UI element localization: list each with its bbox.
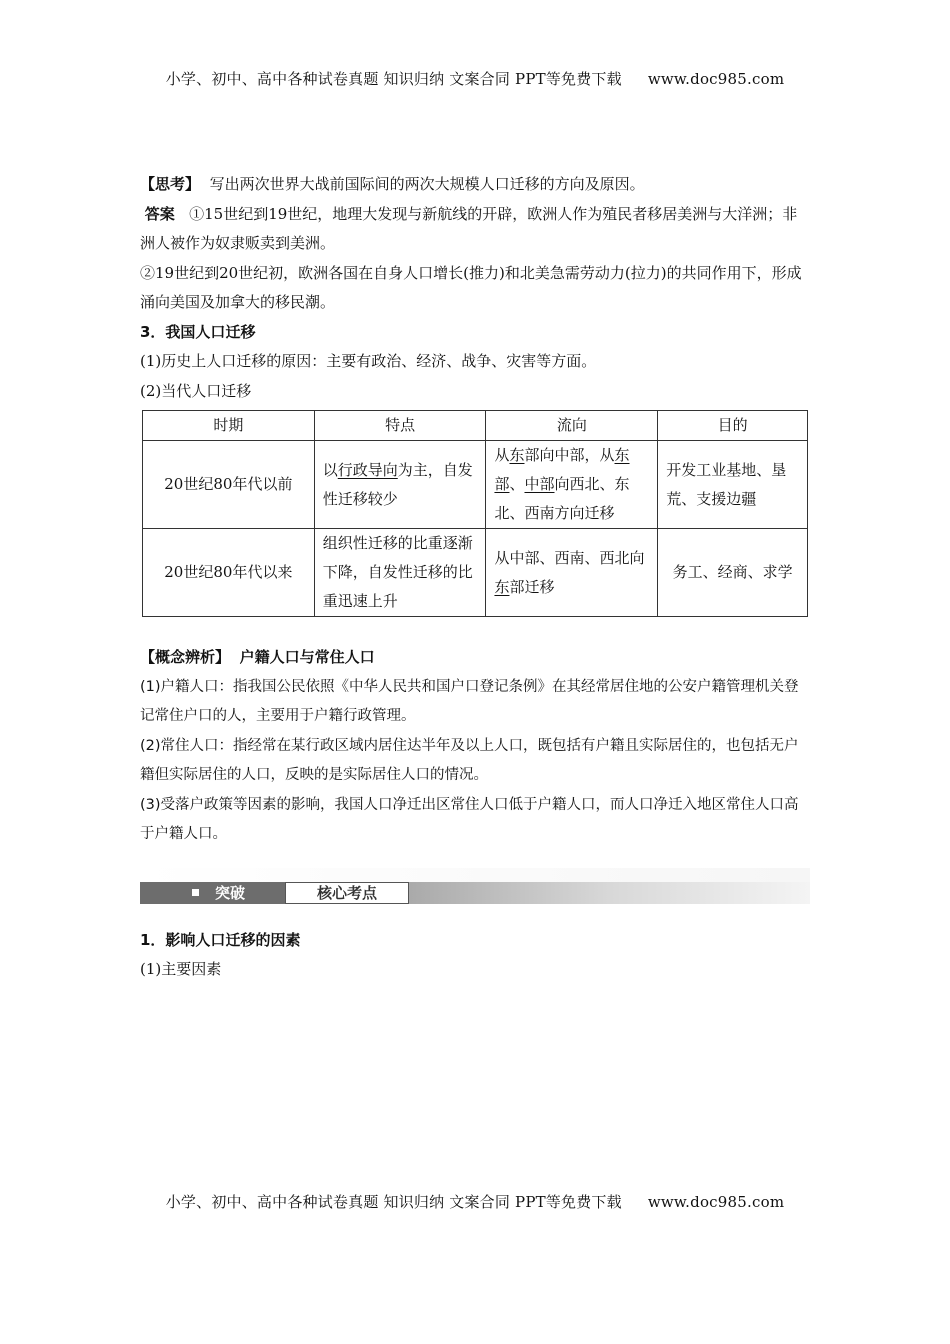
answer-1-text: ①15世纪到19世纪，地理大发现与新航线的开辟，欧洲人作为殖民者移居美洲与大洋洲；非洲人被作为奴隶贩卖到美洲。 (140, 204, 798, 252)
concept-p1: (1)户籍人口：指我国公民依照《中华人民共和国户口登记条例》在其经常居住地的公安户籍管理机关登记常住户口的人，主要用于户籍行政管理。 (140, 678, 799, 724)
concept-tag: 【概念辨析】 (140, 648, 231, 666)
banner-left-text: 突破 (215, 883, 246, 902)
page-header (0, 68, 950, 89)
concept-p3: (3)受落户政策等因素的影响，我国人口净迁出区常住人口低于户籍人口，而人口净迁入地区常住人口高于户籍人口。 (140, 796, 799, 842)
table-header-row (143, 411, 808, 441)
banner-shade (140, 868, 810, 882)
row2-flow: 从中部、西南、西北向东部迁移 (486, 529, 658, 617)
underline-term: 东 (509, 446, 525, 464)
row2-purpose: 务工、经商、求学 (658, 529, 808, 617)
underline-term: 中部 (524, 475, 555, 493)
header-text: 小学、初中、高中各种试卷真题 知识归纳 文案合同 PPT等免费下载 (165, 70, 622, 88)
migration-table (142, 410, 808, 617)
footer-url[interactable]: www.doc985.com (647, 1193, 785, 1211)
section-3-item-2: (2)当代人口迁移 (140, 381, 252, 400)
row1-purpose: 开发工业基地、垦荒、支援边疆 (658, 441, 808, 529)
table-header: 流向 (486, 411, 658, 441)
header-url[interactable]: www.doc985.com (647, 70, 785, 88)
think-question-text: 写出两次世界大战前国际间的两次大规模人口迁移的方向及原因。 (209, 175, 645, 193)
concept-p2: (2)常住人口：指经常在某行政区域内居住达半年及以上人口，既包括有户籍且实际居住的，也包括无户籍但实际居住的人口，反映的是实际居住人口的情况。 (140, 737, 799, 783)
page-footer (0, 1191, 950, 1212)
section-3-title: 3．我国人口迁移 (140, 322, 256, 341)
banner-left (140, 882, 285, 904)
underline-term: 东部 (494, 446, 630, 493)
row2-feature: 组织性迁移的比重逐渐下降，自发性迁移的比重迅速上升 (314, 529, 486, 617)
table-row (143, 529, 808, 617)
answer-label: 答案 (144, 204, 175, 223)
think-question (140, 170, 810, 200)
section-3-item-1: (1)历史上人口迁移的原因：主要有政治、经济、战争、灾害等方面。 (140, 352, 597, 370)
think-tag: 【思考】 (140, 175, 201, 193)
underline-term: 行政导向 (337, 460, 398, 479)
section-1-title: 1．影响人口迁移的因素 (140, 930, 301, 949)
table-header: 时期 (143, 411, 315, 441)
document-body (140, 170, 810, 985)
underline-term: 东 (494, 577, 510, 596)
row1-period: 20世纪80年代以前 (143, 441, 315, 529)
square-bullet-icon (192, 889, 199, 896)
footer-text: 小学、初中、高中各种试卷真题 知识归纳 文案合同 PPT等免费下载 (165, 1193, 622, 1211)
section-banner (140, 868, 810, 918)
concept-title (140, 643, 810, 673)
row1-feature: 以行政导向为主，自发性迁移较少 (314, 441, 486, 529)
concept-section (140, 643, 810, 850)
table-header: 特点 (314, 411, 486, 441)
row1-flow: 从东部向中部，从东部、中部向西北、东北、西南方向迁移 (486, 441, 658, 529)
row2-period: 20世纪80年代以来 (143, 529, 315, 617)
banner-right: 核心考点 (285, 882, 409, 904)
section-1-item-1: (1)主要因素 (140, 960, 222, 978)
table-header: 目的 (658, 411, 808, 441)
think-answer-1 (140, 200, 810, 259)
table-row (143, 441, 808, 529)
concept-title-text: 户籍人口与常住人口 (239, 648, 375, 666)
think-answer-2: ②19世纪到20世纪初，欧洲各国在自身人口增长(推力)和北美急需劳动力(拉力)的共同作用下，形成涌向美国及加拿大的移民潮。 (140, 263, 802, 311)
